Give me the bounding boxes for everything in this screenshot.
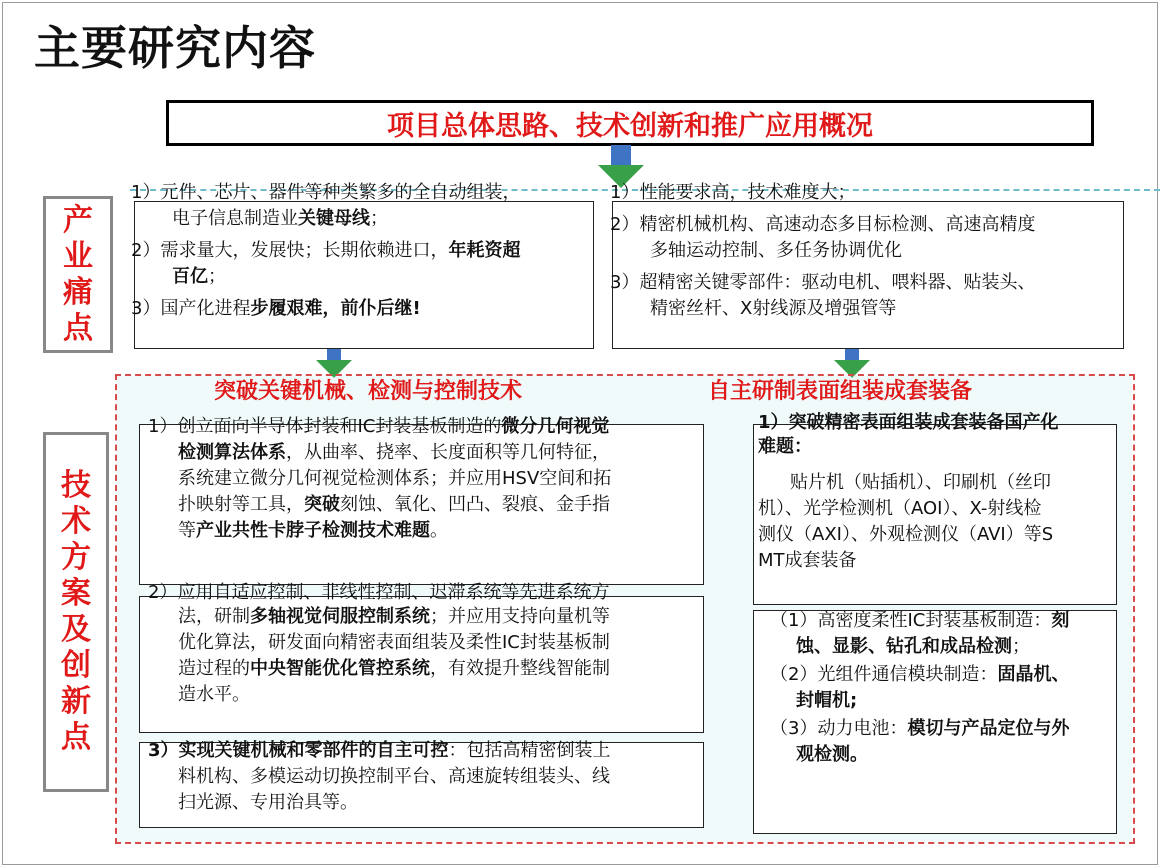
pain-left-line: 百亿；: [172, 266, 226, 287]
tech-left-2-line: 法，研制多轴视觉伺服控制系统；并应用支持向量机等: [178, 606, 610, 627]
side-label-pain-points: [43, 196, 113, 353]
tech-right-1-line: 难题：: [758, 436, 812, 457]
slide-title: 主要研究内容: [34, 21, 316, 75]
side-label-char: 创: [61, 648, 91, 683]
tech-right-1-line: MT成套装备: [758, 550, 857, 571]
pain-left-line: 电子信息制造业关键母线；: [172, 208, 388, 229]
tech-right-1-line: 测仪（AXI）、外观检测仪（AVI）等S: [758, 524, 1054, 545]
side-label-tech-solutions: [43, 432, 109, 792]
section-head-right: 自主研制表面组装成套装备: [708, 379, 973, 404]
tech-left-2-line: 造过程的中央智能优化管控系统，有效提升整线智能制: [178, 658, 610, 679]
side-label-char: 点: [63, 310, 93, 346]
pain-left-line: 1）元件、芯片、器件等种类繁多的全自动组装，: [131, 182, 521, 203]
tech-left-2-line: 优化算法，研发面向精密表面组装及柔性IC封装基板制: [178, 632, 610, 653]
side-label-char: 方: [61, 540, 91, 575]
side-label-char: 术: [61, 504, 91, 539]
tech-right-2-line: （2）光组件通信模块制造：固晶机、: [770, 664, 1070, 685]
tech-right-1-line: 机）、光学检测机（AOI）、X-射线检: [758, 498, 1042, 519]
pain-right-line: 1）性能要求高，技术难度大；: [610, 182, 856, 203]
tech-right-2-line: 蚀、显影、钻孔和成品检测；: [796, 636, 1030, 657]
tech-right-2-line: 观检测。: [796, 744, 868, 765]
pain-right-line: 3）超精密关键零部件：驱动电机、喂料器、贴装头、: [610, 272, 1036, 293]
pain-right-line: 2）精密机械机构、高速动态多目标检测、高速高精度: [610, 214, 1036, 235]
side-label-char: 新: [61, 684, 91, 719]
tech-left-2-line: 2）应用自适应控制、非线性控制、迟滞系统等先进系统方: [148, 582, 610, 603]
tech-left-3-line: 料机构、多模运动切换控制平台、高速旋转组装头、线: [178, 766, 610, 787]
tech-right-2-line: 封帽机;: [796, 690, 858, 711]
side-label-char: 产: [63, 202, 93, 238]
header-text: 项目总体思路、技术创新和推广应用概况: [387, 110, 873, 142]
tech-right-2-line: （3）动力电池：模切与产品定位与外: [770, 718, 1070, 739]
tech-left-1-line: 1）创立面向半导体封装和IC封装基板制造的微分几何视觉: [148, 416, 610, 437]
header-box: [166, 100, 1094, 146]
tech-left-3-line: 3）实现关键机械和零部件的自主可控：包括高精密倒装上: [148, 740, 611, 761]
side-label-char: 痛: [63, 274, 93, 310]
tech-left-1-line: 系统建立微分几何视觉检测体系；并应用HSV空间和拓: [178, 468, 612, 489]
tech-left-2-line: 造水平。: [178, 684, 250, 705]
pain-left-line: 2）需求量大，发展快；长期依赖进口，年耗资超: [131, 240, 521, 261]
side-label-char: 业: [63, 238, 93, 274]
tech-right-1-line: 贴片机（贴插机）、印刷机（丝印: [790, 472, 1051, 493]
side-label-char: 点: [61, 720, 91, 755]
side-label-char: 技: [61, 468, 91, 503]
pain-left-line: 3）国产化进程步履艰难，前仆后继!: [131, 298, 421, 319]
pain-right-line: 多轴运动控制、多任务协调优化: [650, 240, 902, 261]
tech-right-1-line: 1）突破精密表面组装成套装备国产化: [758, 412, 1059, 433]
side-label-char: 及: [61, 612, 91, 647]
tech-right-2-line: （1）高密度柔性IC封装基板制造：刻: [770, 610, 1070, 631]
tech-left-1-line: 扑映射等工具，突破刻蚀、氧化、凹凸、裂痕、金手指: [178, 494, 610, 515]
tech-left-3-line: 扫光源、专用治具等。: [178, 792, 358, 813]
tech-left-1-line: 检测算法体系，从曲率、挠率、长度面积等几何特征，: [178, 442, 610, 463]
pain-right-line: 精密丝杆、X射线源及增强管等: [650, 298, 897, 319]
section-head-left: 突破关键机械、检测与控制技术: [214, 379, 523, 404]
tech-left-1-line: 等产业共性卡脖子检测技术难题。: [178, 520, 448, 541]
side-label-char: 案: [61, 576, 91, 611]
